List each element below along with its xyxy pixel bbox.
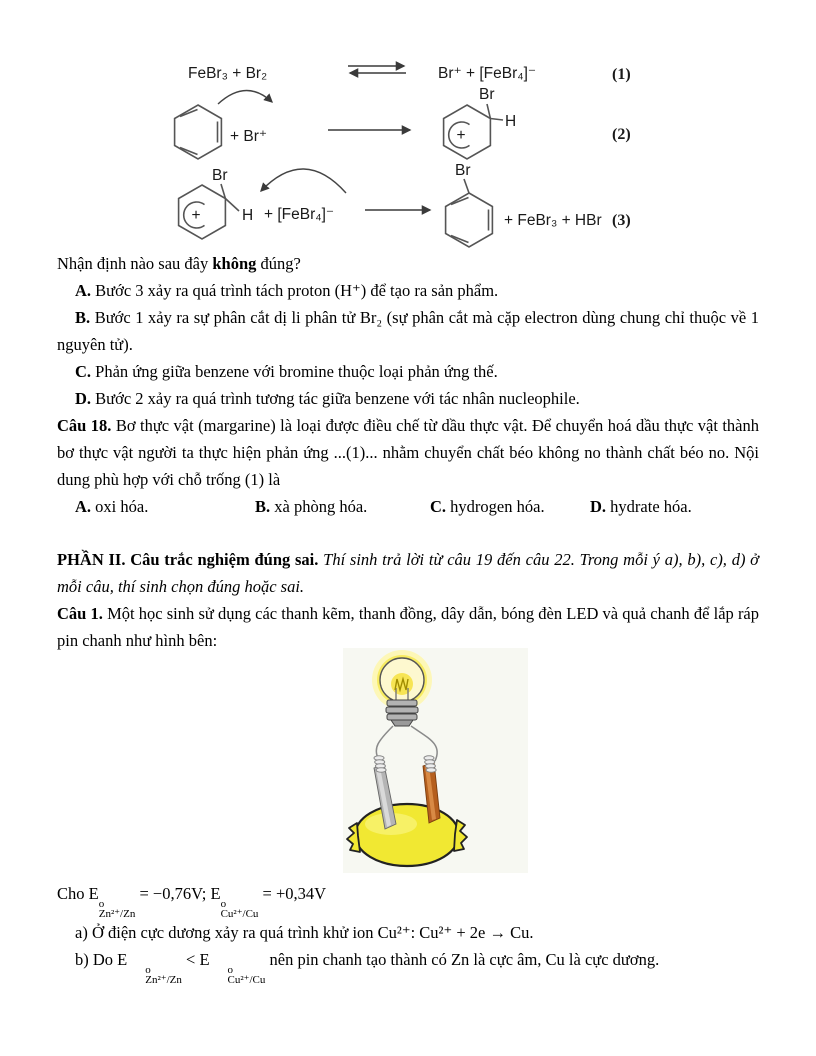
q18-option-c	[430, 493, 545, 520]
q18-option-b	[255, 493, 367, 520]
step1-label: (1)	[612, 66, 631, 83]
h-label: H	[242, 207, 254, 224]
option-text: Phản ứng giữa benzene với bromine thuộc loại phản ứng thế.	[91, 362, 498, 381]
br-label: Br	[455, 162, 471, 179]
step1-reactants: FeBr₃ + Br₂	[188, 65, 268, 82]
step1-products: Br⁺ + [FeBr₄]⁻	[438, 65, 537, 82]
q17-option-b	[57, 304, 759, 358]
option-text: hydrate hóa.	[606, 497, 692, 516]
e-superscript: o	[98, 898, 105, 910]
e-symbol: E	[199, 950, 210, 969]
br-label: Br	[479, 86, 495, 103]
question-text: Bơ thực vật (margarine) là loại được điều chế từ dầu thực vật. Để chuyển hoá dầu thực vật thành bơ thực vật người ta thực hiện phản ứng ...(1)... nhằm chuyển chất béo không no thành chất béo no. Nội dung phù hợp với chỗ trống (1) là	[57, 416, 760, 489]
option-letter: D.	[75, 389, 92, 408]
given-potentials-line	[57, 880, 759, 919]
option-letter: B.	[75, 308, 91, 327]
br-label: Br	[212, 167, 228, 184]
figure-spacer	[57, 654, 759, 880]
q18-options-row	[57, 493, 759, 520]
statement-b-pre: b) Do	[75, 950, 118, 969]
standard-potential-cu	[199, 950, 266, 986]
benzene-ring	[175, 105, 222, 159]
step2-label: (2)	[612, 126, 631, 143]
standard-potential-cu	[210, 884, 259, 920]
curved-electron-arrow-step2	[218, 90, 272, 104]
option-letter: D.	[590, 497, 607, 516]
part2-heading-bold: PHẦN II. Câu trắc nghiệm đúng sai.	[57, 550, 324, 569]
e-subscript: Zn²⁺/Zn	[145, 974, 182, 986]
given-value-cu: = +0,34V	[258, 884, 327, 903]
e-superscript: o	[145, 964, 151, 976]
statement-a	[57, 919, 759, 946]
standard-potential-zn	[88, 884, 136, 920]
arenium-ion-product	[444, 86, 517, 159]
e-symbol: E	[210, 884, 221, 903]
step3-label: (3)	[612, 212, 631, 229]
statement-a-text: a) Ở điện cực dương xảy ra quá trình khử ion Cu²⁺: Cu²⁺ + 2e → Cu.	[75, 923, 534, 942]
given-pre: Cho	[57, 884, 89, 903]
option-letter: C.	[430, 497, 447, 516]
arenium-ion-reactant	[179, 167, 254, 239]
e-subscript: Cu²⁺/Cu	[220, 908, 259, 920]
standard-potential-zn	[117, 950, 182, 986]
q1-stem	[57, 600, 759, 654]
option-text: xà phòng hóa.	[270, 497, 368, 516]
less-than: <	[181, 950, 200, 969]
e-symbol: E	[88, 884, 99, 903]
h-label: H	[505, 113, 517, 130]
e-superscript: o	[227, 964, 234, 976]
curved-electron-arrow-step3	[261, 169, 346, 193]
e-symbol: E	[117, 950, 128, 969]
q18-option-d	[590, 493, 692, 520]
q17-stem	[57, 250, 759, 277]
q18-option-a	[75, 493, 148, 520]
q17-option-a	[57, 277, 759, 304]
q18-stem	[57, 412, 759, 493]
part2-heading	[57, 546, 759, 600]
option-text: Bước 1 xảy ra sự phân cắt dị li phân tử Br₂ (sự phân cắt mà cặp electron dùng chung chỉ thuộc về 1 nguyên tử).	[57, 308, 759, 354]
q17-option-d	[57, 385, 759, 412]
step2-reagent: + Br⁺	[230, 128, 268, 145]
option-letter: C.	[75, 362, 92, 381]
given-value-zn: = −0,76V;	[135, 884, 211, 903]
plus-charge: +	[456, 127, 466, 144]
option-text: Bước 2 xảy ra quá trình tương tác giữa benzene với tác nhân nucleophile.	[91, 389, 580, 408]
q17-stem-bold: không	[212, 254, 257, 273]
e-superscript: o	[220, 898, 227, 910]
q17-stem-post: đúng?	[256, 254, 301, 273]
step3-products: + FeBr₃ + HBr	[504, 212, 602, 229]
question-number: Câu 1.	[57, 604, 103, 623]
question-text-block	[57, 250, 759, 985]
step3-reagent: + [FeBr₄]⁻	[264, 206, 335, 223]
option-text: oxi hóa.	[91, 497, 149, 516]
bromination-mechanism-diagram	[160, 52, 650, 262]
option-letter: A.	[75, 497, 92, 516]
question-text: Một học sinh sử dụng các thanh kẽm, thanh đồng, dây dẫn, bóng đèn LED và quả chanh để lắp ráp pin chanh như hình bên:	[57, 604, 760, 650]
option-letter: B.	[255, 497, 271, 516]
option-text: hydrogen hóa.	[446, 497, 545, 516]
plus-charge: +	[191, 207, 201, 224]
option-text: Bước 3 xảy ra quá trình tách proton (H⁺) để tạo ra sản phẩm.	[91, 281, 499, 300]
bromobenzene-product	[446, 162, 493, 247]
option-letter: A.	[75, 281, 92, 300]
part2-heading-italic: Thí sinh trả lời từ câu 19 đến câu 22. Trong mỗi ý a), b), c), d) ở mỗi câu, thí sinh chọn đúng hoặc sai.	[57, 550, 759, 596]
e-subscript: Zn²⁺/Zn	[98, 908, 136, 920]
statement-b	[57, 946, 759, 985]
statement-b-post: nên pin chanh tạo thành có Zn là cực âm, Cu là cực dương.	[265, 950, 660, 969]
e-subscript: Cu²⁺/Cu	[227, 974, 266, 986]
q17-stem-pre: Nhận định nào sau đây	[57, 254, 213, 273]
q17-option-c	[57, 358, 759, 385]
question-number: Câu 18.	[57, 416, 112, 435]
equilibrium-arrow-icon	[348, 66, 406, 73]
